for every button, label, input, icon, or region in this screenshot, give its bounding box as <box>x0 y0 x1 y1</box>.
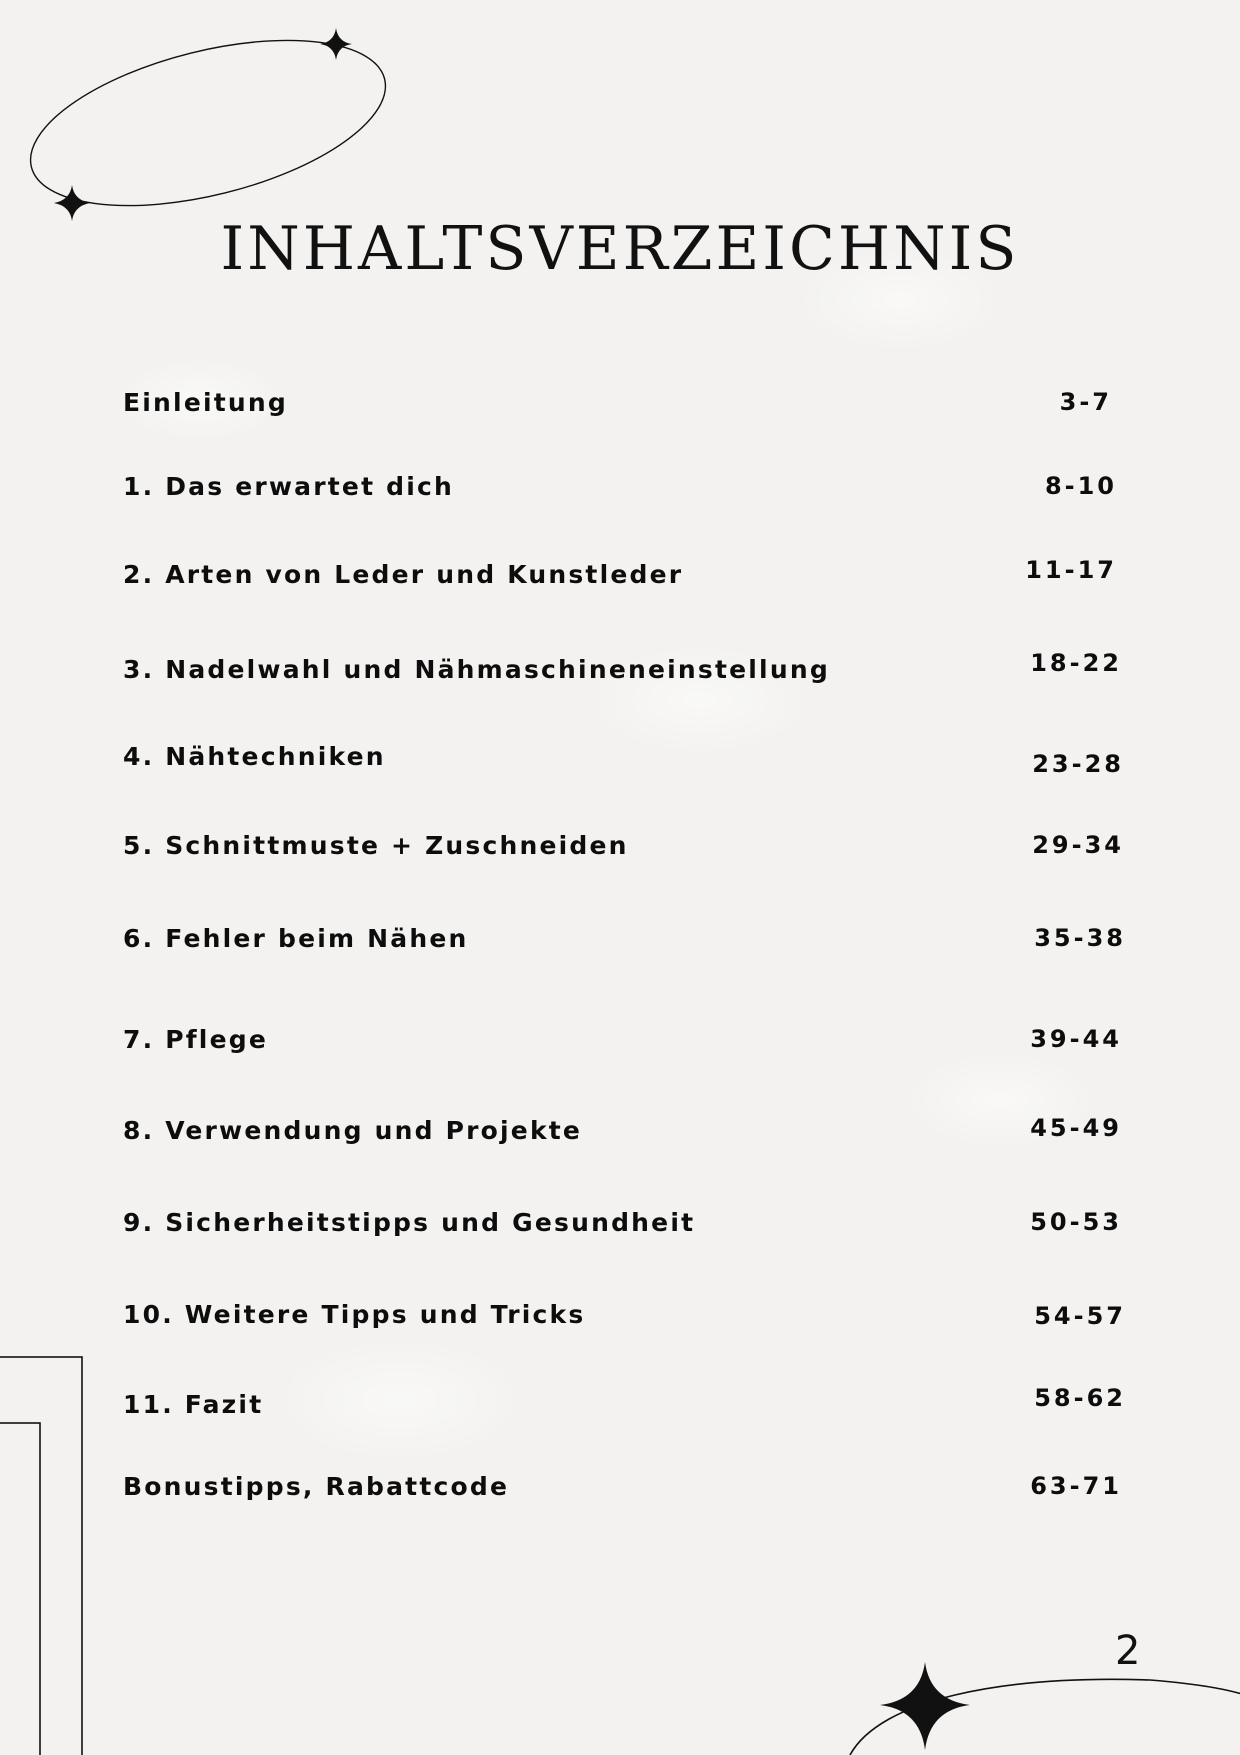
page-title: INHALTSVERZEICHNIS <box>220 214 1020 284</box>
sparkle-icon <box>320 28 352 60</box>
toc-entry[interactable] <box>0 831 1240 871</box>
toc-entry-label: Bonustipps, Rabattcode <box>123 1472 510 1501</box>
toc-entry[interactable] <box>0 1208 1240 1248</box>
toc-entry[interactable] <box>0 472 1240 512</box>
toc-entry-label: 11. Fazit <box>123 1390 264 1419</box>
toc-entry-pages: 11-17 <box>1025 556 1117 584</box>
toc-entry-pages: 45-49 <box>1030 1114 1122 1142</box>
toc-entry-label: 1. Das erwartet dich <box>123 472 455 501</box>
toc-entry-label: 10. Weitere Tipps und Tricks <box>123 1300 586 1329</box>
toc-entry-label: 4. Nähtechniken <box>123 742 386 771</box>
toc-entry-label: Einleitung <box>123 388 288 417</box>
toc-entry[interactable] <box>0 1025 1240 1065</box>
toc-entry-pages: 39-44 <box>1030 1025 1122 1053</box>
toc-entry-pages: 50-53 <box>1030 1208 1122 1236</box>
toc-entry-pages: 63-71 <box>1030 1472 1122 1500</box>
toc-entry-label: 7. Pflege <box>123 1025 268 1054</box>
toc-entry-pages: 54-57 <box>1034 1302 1126 1330</box>
toc-entry-pages: 23-28 <box>1032 750 1124 778</box>
top-orbit-ellipse <box>14 9 402 237</box>
toc-entry-pages: 35-38 <box>1034 924 1126 952</box>
toc-entry-pages: 29-34 <box>1032 831 1124 859</box>
toc-entry-pages: 18-22 <box>1030 649 1122 677</box>
toc-entry[interactable] <box>0 924 1240 964</box>
toc-entry[interactable] <box>0 1472 1240 1512</box>
toc-entry-label: 3. Nadelwahl und Nähmaschineneinstellung <box>123 655 830 684</box>
toc-entry[interactable] <box>0 388 1240 428</box>
toc-entry[interactable] <box>0 1116 1240 1156</box>
toc-entry-pages: 58-62 <box>1034 1384 1126 1412</box>
toc-entry[interactable] <box>0 556 1240 600</box>
toc-entry-label: 9. Sicherheitstipps und Gesundheit <box>123 1208 696 1237</box>
toc-entry-pages: 3-7 <box>1059 388 1112 416</box>
toc-entry-label: 8. Verwendung und Projekte <box>123 1116 583 1145</box>
toc-entry-pages: 8-10 <box>1044 472 1117 500</box>
toc-entry[interactable] <box>0 649 1240 695</box>
toc-entry[interactable] <box>0 742 1240 782</box>
page-number: 2 <box>1115 1628 1141 1674</box>
toc-entry[interactable] <box>0 1384 1240 1430</box>
sparkle-icon <box>880 1662 970 1750</box>
toc-entry-label: 6. Fehler beim Nähen <box>123 924 469 953</box>
toc-entry[interactable] <box>0 1300 1240 1340</box>
toc-entry-label: 2. Arten von Leder und Kunstleder <box>123 560 684 589</box>
toc-entry-label: 5. Schnittmuste + Zuschneiden <box>123 831 629 860</box>
bottom-orbit-arc <box>850 1679 1240 1755</box>
